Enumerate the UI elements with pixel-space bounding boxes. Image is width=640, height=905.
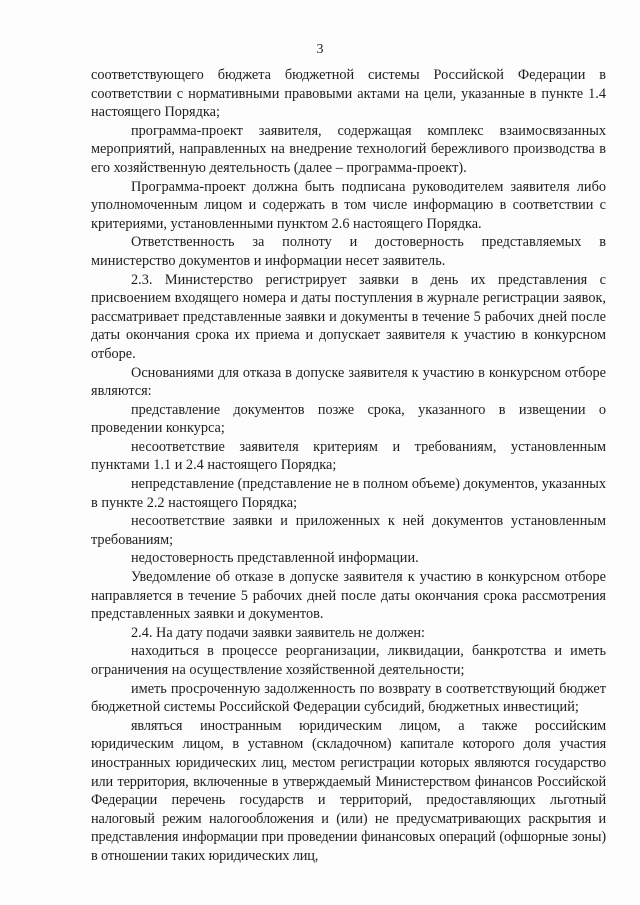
paragraph-continuation: соответствующего бюджета бюджетной системы Российской Федерации в соответствии с нормативными правовыми актами на цели, указанные в пункте 1.4 настоящего Порядка;: [91, 67, 606, 121]
paragraph-responsibility: Ответственность за полноту и достоверность представляемых в министерство документов и информации несет заявитель.: [91, 234, 606, 269]
list-item-reorganization: находиться в процессе реорганизации, ликвидации, банкротства и иметь ограничения на осуществление хозяйственной деятельности;: [91, 643, 606, 678]
document-body: [91, 66, 606, 866]
paragraph-program-signature: Программа-проект должна быть подписана руководителем заявителя либо уполномоченным лицом и содержать в том числе информацию в соответствии с критериями, установленными пунктом 2.6 настоящего Порядка.: [91, 178, 606, 232]
page-number: 3: [316, 42, 324, 57]
list-item-foreign-entity: являться иностранным юридическим лицом, а также российским юридическим лицом, в уставном (складочном) капитале которого доля участия иностранных юридических лиц, местом регистрации которых являются государство или территория, включенные в утверждаемый Министерством финансов Российской Федерации перечень государств и территорий, предоставляющих льготный налоговый режим налогообложения и (или) не предусматривающих раскрытия и представления информации при проведении финансовых операций (офшорные зоны) в отношении таких юридических лиц,: [91, 717, 606, 864]
list-item-requirements-mismatch: несоответствие заявки и приложенных к ней документов установленным требованиям;: [91, 513, 606, 548]
paragraph-refusal-grounds: Основаниями для отказа в допуске заявителя к участию в конкурсном отборе являются:: [91, 364, 606, 400]
list-item-late-submission: представление документов позже срока, указанного в извещении о проведении конкурса;: [91, 401, 606, 437]
paragraph-program-project: программа-проект заявителя, содержащая комплекс взаимосвязанных мероприятий, направленных на внедрение технологий бережливого производства в его хозяйственную деятельность (далее – программа-проект).: [91, 122, 606, 176]
paragraph-2-3: 2.3. Министерство регистрирует заявки в день их представления с присвоением входящего номера и даты поступления в журнале регистрации заявок, рассматривает представленные заявки и документы в течение 5 рабочих дней после даты окончания срока их приема и допускает заявителя к участию в конкурсном отборе.: [91, 271, 606, 362]
paragraph-2-4: 2.4. На дату подачи заявки заявитель не должен:: [131, 624, 426, 641]
paragraph-refusal-notice: Уведомление об отказе в допуске заявителя к участию в конкурсном отборе направляется в течение 5 рабочих дней после даты окончания срока рассмотрения представленных заявки и документов.: [91, 569, 606, 623]
list-item-criteria-mismatch: несоответствие заявителя критериям и требованиям, установленным пунктами 1.1 и 2.4 настоящего Порядка;: [91, 438, 606, 474]
list-item-overdue-debt: иметь просроченную задолженность по возврату в соответствующий бюджет бюджетной системы Российской Федерации субсидий, бюджетных инвестиций;: [91, 680, 606, 716]
list-item-incomplete-documents: непредставление (представление не в полном объеме) документов, указанных в пункте 2.2 настоящего Порядка;: [91, 476, 606, 511]
list-item-false-information: недостоверность представленной информации.: [131, 550, 419, 567]
